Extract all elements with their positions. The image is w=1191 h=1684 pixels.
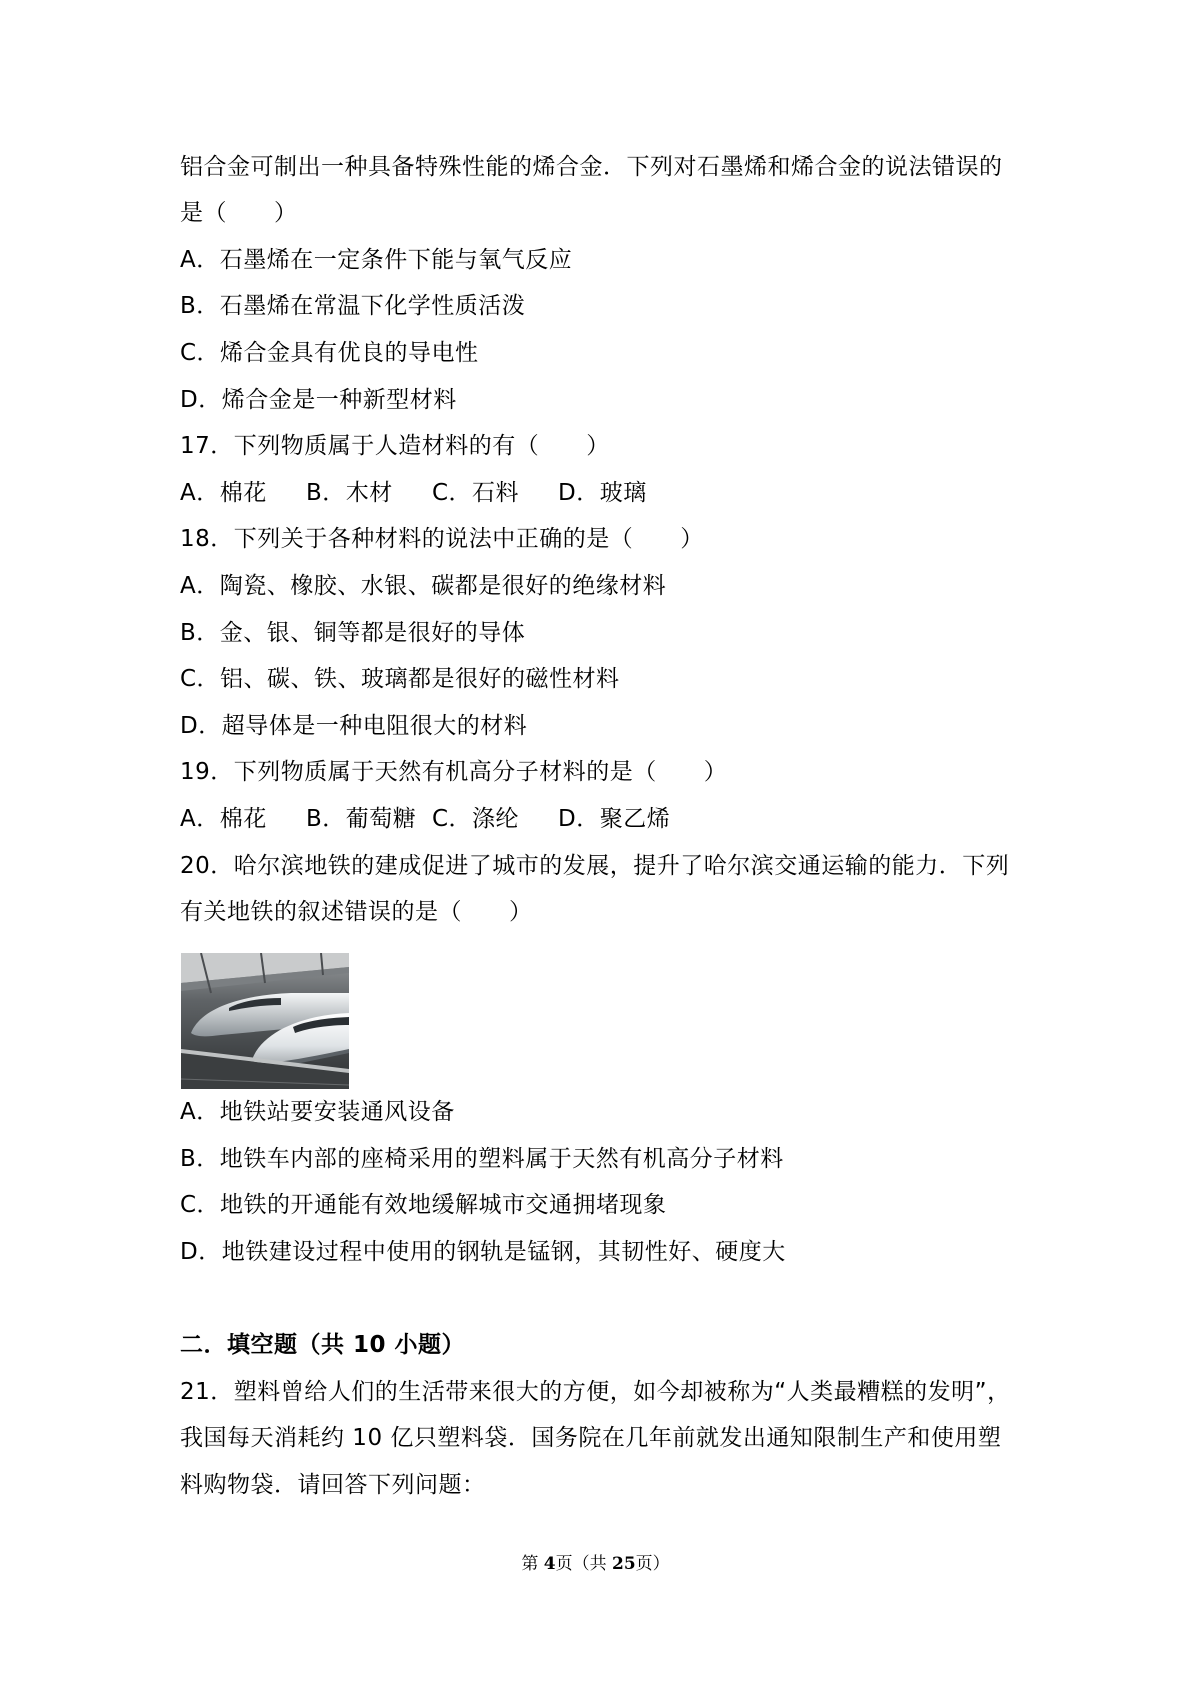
footer-total-pages: 25: [611, 1554, 636, 1574]
q20-stem-line2: 有关地铁的叙述错误的是（ ）: [180, 899, 533, 925]
q18-option-a: A．陶瓷、橡胶、水银、碳都是很好的绝缘材料: [180, 573, 667, 599]
bullet-train-photo: [181, 953, 349, 1089]
footer-page-number: 4: [543, 1554, 556, 1574]
q18-option-d: D．超导体是一种电阻很大的材料: [180, 713, 528, 739]
q21-stem-line1: 21．塑料曾给人们的生活带来很大的方便，如今却被称为“人类最糟糕的发明”，: [180, 1379, 1011, 1405]
q19-option-c: C．涤纶: [432, 806, 520, 832]
section-heading: 二．填空题（共 10 小题）: [180, 1332, 466, 1358]
q19-options: [180, 804, 670, 834]
q19-option-a: A．棉花: [180, 806, 267, 832]
q17-option-a: A．棉花: [180, 480, 267, 506]
footer-prefix: 第: [521, 1554, 544, 1574]
q16-option-b: B．石墨烯在常温下化学性质活泼: [180, 293, 526, 319]
q21-stem-line2: 我国每天消耗约 10 亿只塑料袋．国务院在几年前就发出通知限制生产和使用塑: [180, 1425, 1002, 1451]
footer-middle: 页（共: [555, 1554, 612, 1574]
q17-option-b: B．木材: [306, 480, 393, 506]
q19-option-d: D．聚乙烯: [558, 806, 671, 832]
q17-options: [180, 478, 647, 508]
q20-option-b: B．地铁车内部的座椅采用的塑料属于天然有机高分子材料: [180, 1146, 784, 1172]
page-footer: [0, 1549, 1191, 1574]
q20-option-d: D．地铁建设过程中使用的钢轨是锰钢，其韧性好、硬度大: [180, 1239, 786, 1265]
q16-option-c: C．烯合金具有优良的导电性: [180, 340, 479, 366]
q19-stem: 19．下列物质属于天然有机高分子材料的是（ ）: [180, 759, 728, 785]
q16-stem-line1: 铝合金可制出一种具备特殊性能的烯合金．下列对石墨烯和烯合金的说法错误的: [180, 154, 1003, 180]
q18-option-c: C．铝、碳、铁、玻璃都是很好的磁性材料: [180, 666, 620, 692]
q16-option-a: A．石墨烯在一定条件下能与氧气反应: [180, 247, 573, 273]
q17-option-c: C．石料: [432, 480, 520, 506]
footer-suffix: 页）: [635, 1554, 670, 1574]
q18-stem: 18．下列关于各种材料的说法中正确的是（ ）: [180, 526, 704, 552]
q17-option-d: D．玻璃: [558, 480, 647, 506]
q20-option-c: C．地铁的开通能有效地缓解城市交通拥堵现象: [180, 1192, 667, 1218]
q20-stem-line1: 20．哈尔滨地铁的建成促进了城市的发展，提升了哈尔滨交通运输的能力．下列: [180, 853, 1010, 879]
q18-option-b: B．金、银、铜等都是很好的导体: [180, 620, 526, 646]
q16-stem-line2: 是（ ）: [180, 200, 298, 226]
q17-stem: 17．下列物质属于人造材料的有（ ）: [180, 433, 610, 459]
q21-stem-line3: 料购物袋．请回答下列问题：: [180, 1472, 486, 1498]
q16-option-d: D．烯合金是一种新型材料: [180, 387, 457, 413]
q20-option-a: A．地铁站要安装通风设备: [180, 1099, 455, 1125]
q19-option-b: B．葡萄糖: [306, 806, 417, 832]
